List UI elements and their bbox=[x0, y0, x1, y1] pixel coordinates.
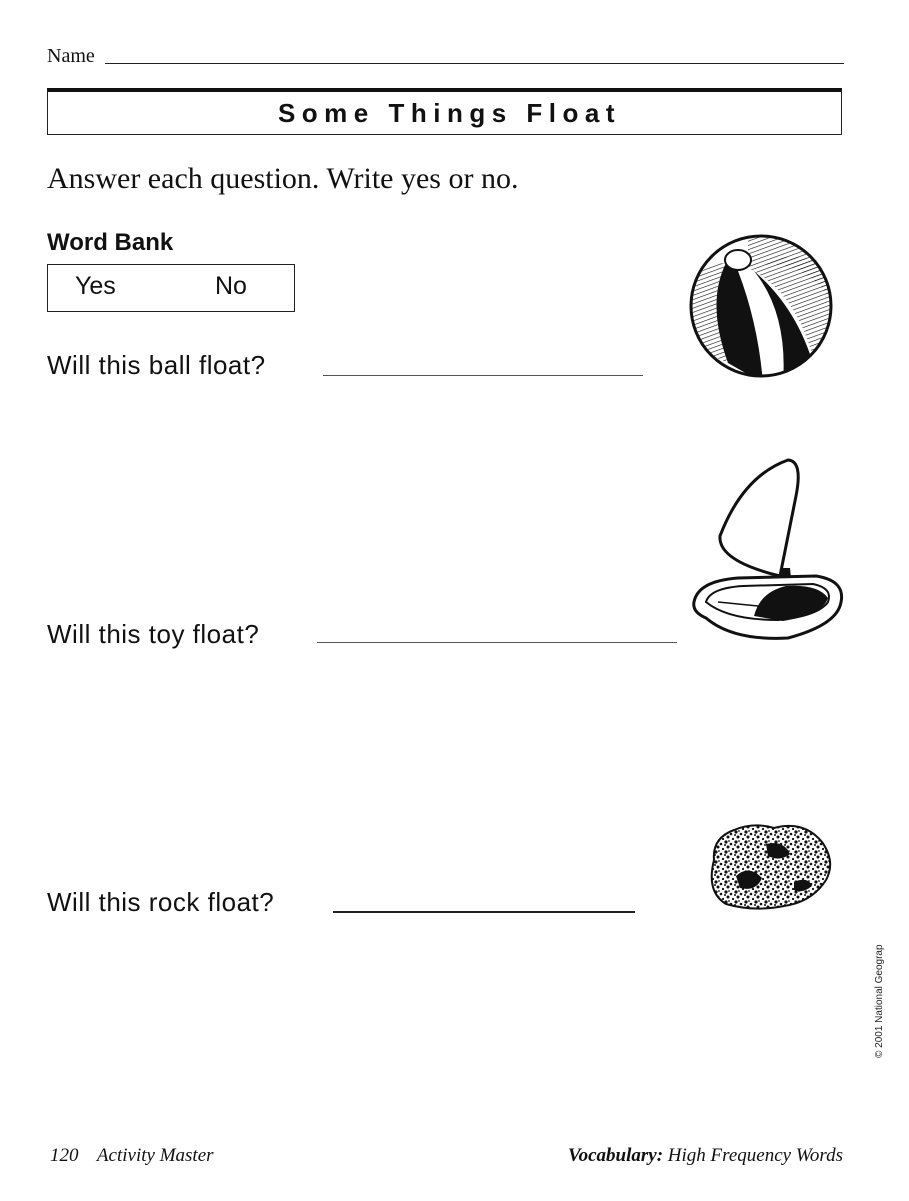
footer-subject: High Frequency Words bbox=[667, 1145, 843, 1166]
answer-line-rock[interactable] bbox=[333, 911, 635, 913]
page-title: Some Things Float bbox=[277, 97, 622, 128]
footer-right bbox=[568, 1145, 843, 1167]
question-rock: Will this rock float? bbox=[47, 887, 275, 917]
instructions: Answer each question. Write yes or no. bbox=[47, 162, 519, 195]
rock-illustration bbox=[704, 820, 836, 914]
question-toy: Will this toy float? bbox=[47, 619, 260, 649]
question-ball: Will this ball float? bbox=[47, 350, 266, 380]
title-banner bbox=[47, 88, 842, 135]
word-bank-box bbox=[47, 264, 295, 312]
name-write-line[interactable] bbox=[105, 63, 844, 64]
name-label: Name bbox=[47, 45, 95, 67]
answer-line-toy[interactable] bbox=[317, 642, 677, 643]
page-number: 120 bbox=[50, 1145, 79, 1166]
footer-left bbox=[50, 1145, 214, 1167]
word-bank-word-yes: Yes bbox=[75, 272, 116, 300]
answer-line-ball[interactable] bbox=[323, 375, 643, 376]
footer-subject-bold: Vocabulary: bbox=[568, 1145, 664, 1166]
beach-ball-illustration bbox=[688, 233, 834, 379]
toy-sailboat-illustration bbox=[688, 456, 848, 651]
copyright-notice: © 2001 National Geograp bbox=[874, 944, 885, 1058]
word-bank-word-no: No bbox=[215, 272, 247, 300]
word-bank-heading: Word Bank bbox=[47, 229, 174, 256]
page-label: Activity Master bbox=[96, 1145, 214, 1166]
